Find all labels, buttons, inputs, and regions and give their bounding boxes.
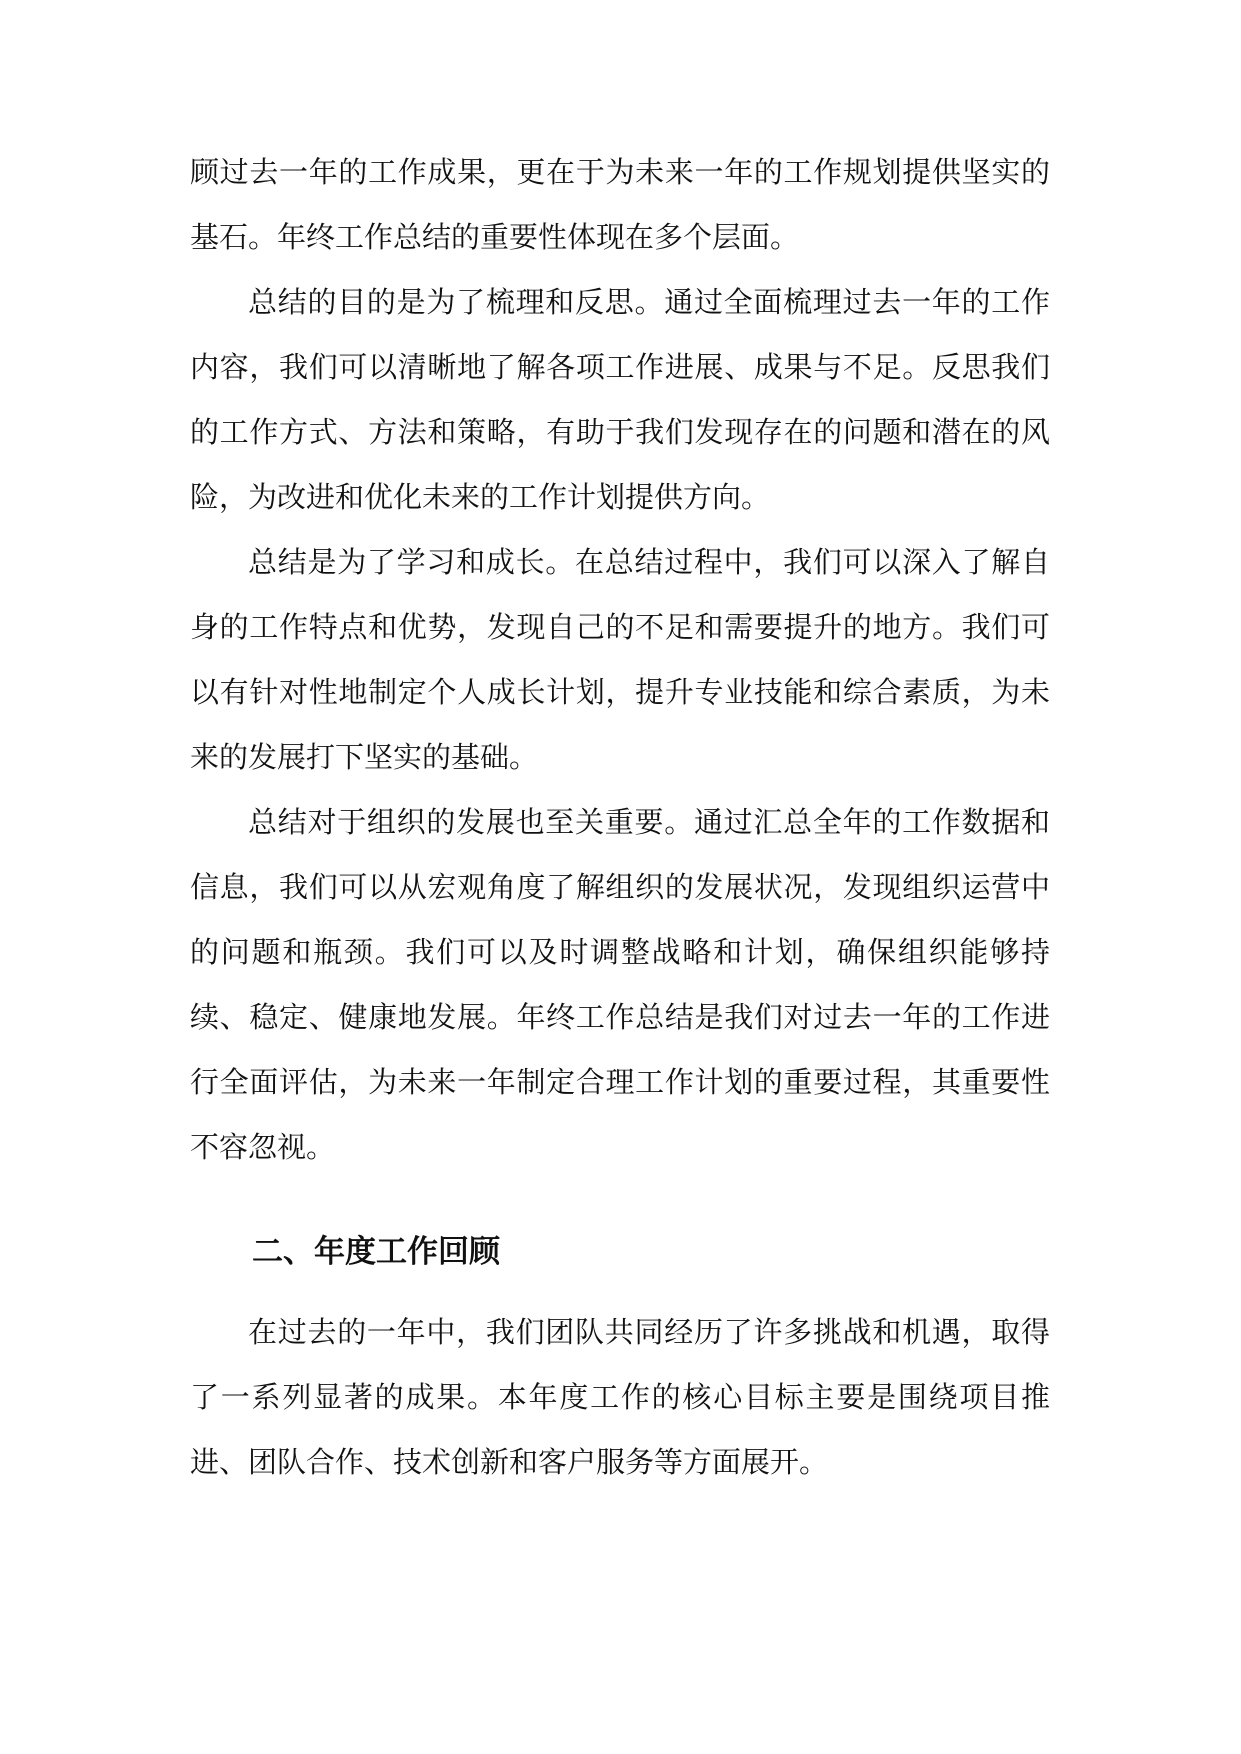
section-heading: 二、年度工作回顾 <box>252 1234 500 1270</box>
paragraph-learning-growth: 总结是为了学习和成长。在总结过程中，我们可以深入了解自身的工作特点和优势，发现自己的不足和需要提升的地方。我们可以有针对性地制定个人成长计划，提升专业技能和综合素质，为未来的发展打下坚实的基础。 <box>190 545 1050 774</box>
paragraph-continued: 顾过去一年的工作成果，更在于为未来一年的工作规划提供坚实的基石。年终工作总结的重要性体现在多个层面。 <box>190 155 1050 254</box>
document-body <box>190 140 1050 1495</box>
paragraph-annual-review: 在过去的一年中，我们团队共同经历了许多挑战和机遇，取得了一系列显著的成果。本年度工作的核心目标主要是围绕项目推进、团队合作、技术创新和客户服务等方面展开。 <box>190 1315 1050 1479</box>
paragraph-purpose-reflection: 总结的目的是为了梳理和反思。通过全面梳理过去一年的工作内容，我们可以清晰地了解各项工作进展、成果与不足。反思我们的工作方式、方法和策略，有助于我们发现存在的问题和潜在的风险，为改进和优化未来的工作计划提供方向。 <box>190 285 1050 514</box>
paragraph-organization-development: 总结对于组织的发展也至关重要。通过汇总全年的工作数据和信息，我们可以从宏观角度了解组织的发展状况，发现组织运营中的问题和瓶颈。我们可以及时调整战略和计划，确保组织能够持续、稳定、健康地发展。年终工作总结是我们对过去一年的工作进行全面评估，为未来一年制定合理工作计划的重要过程，其重要性不容忽视。 <box>190 805 1050 1164</box>
